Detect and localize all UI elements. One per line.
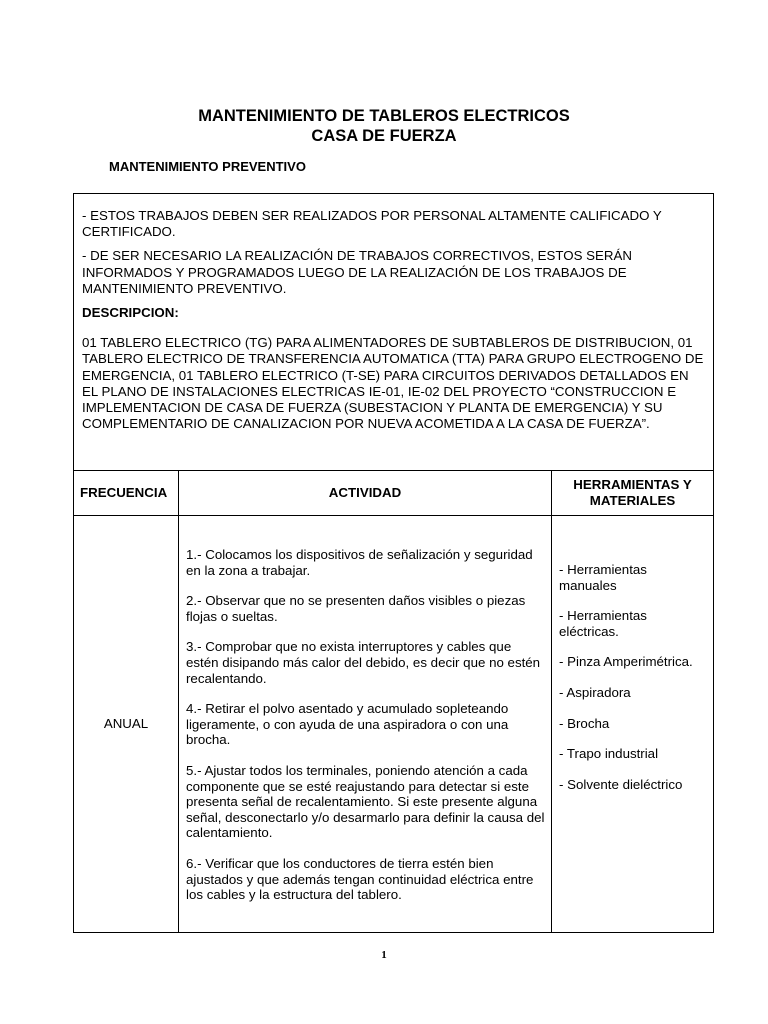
header-tools: HERRAMIENTAS Y MATERIALES — [552, 471, 714, 516]
section-heading: MANTENIMIENTO PREVENTIVO — [109, 159, 306, 174]
header-frequency: FRECUENCIA — [74, 471, 179, 516]
header-activity: ACTIVIDAD — [179, 471, 552, 516]
description-label: DESCRIPCION: — [82, 305, 179, 321]
table-row — [74, 516, 714, 933]
page-number: 1 — [381, 949, 387, 961]
tool-item: - Brocha — [559, 715, 610, 731]
table-header-row — [74, 471, 714, 516]
tool-item: - Aspiradora — [559, 684, 631, 700]
activity-item: 2.- Observar que no se presenten daños visibles o piezas flojas o sueltas. — [186, 593, 526, 624]
tool-item: - Herramientas manuales — [559, 562, 647, 593]
intro-paragraph-1: - ESTOS TRABAJOS DEBEN SER REALIZADOS POR PERSONAL ALTAMENTE CALIFICADO Y CERTIFICADO. — [82, 208, 662, 240]
activity-item: 5.- Ajustar todos los terminales, poniendo atención a cada componente que se esté reajustando para detectar si este presenta señal de recalentamiento. Si este presente alguna señal, desconectarlo y/o desarmarlo para definir la causa del calentamiento. — [186, 762, 545, 841]
tools-cell — [552, 516, 714, 933]
tool-item: - Pinza Amperimétrica. — [559, 654, 693, 670]
tool-item: - Trapo industrial — [559, 746, 659, 762]
activity-item: 1.- Colocamos los dispositivos de señalización y seguridad en la zona a trabajar. — [186, 547, 533, 578]
description-text: 01 TABLERO ELECTRICO (TG) PARA ALIMENTADORES DE SUBTABLEROS DE DISTRIBUCION, 01 TABLERO ELECTRICO DE TRANSFERENCIA AUTOMATICA (TTA) PARA GRUPO ELECTROGENO DE EMERGENCIA, 01 TABLERO ELECTRICO (T-SE) PARA CIRCUITOS DERIVADOS DETALLADOS EN EL PLANO DE INSTALACIONES ELECTRICAS IE-01, IE-02 DEL PROYECTO “CONSTRUCCION E IMPLEMENTACION DE CASA DE FUERZA (SUBESTACION Y PLANTA DE EMERGENCIA) Y SU COMPLEMENTARIO DE CANALIZACION POR NUEVA ACOMETIDA A LA CASA DE FUERZA”. — [82, 335, 704, 432]
document-subtitle: CASA DE FUERZA — [311, 127, 457, 145]
tool-item: - Solvente dieléctrico — [559, 776, 683, 792]
activity-item: 3.- Comprobar que no exista interruptores y cables que estén disipando más calor del debido, es decir que no estén recalentando. — [186, 639, 541, 686]
intro-paragraph-2: - DE SER NECESARIO LA REALIZACIÓN DE TRABAJOS CORRECTIVOS, ESTOS SERÁN INFORMADOS Y PROGRAMADOS LUEGO DE LA REALIZACIÓN DE LOS TRABAJOS DE MANTENIMIENTO PREVENTIVO. — [82, 248, 632, 296]
tool-item: - Herramientas eléctricas. — [559, 608, 647, 639]
maintenance-table — [73, 470, 714, 933]
activity-item: 4.- Retirar el polvo asentado y acumulado sopleteando ligeramente, o con ayuda de una aspiradora o con una brocha. — [186, 701, 509, 748]
document-title: MANTENIMIENTO DE TABLEROS ELECTRICOS — [198, 107, 570, 125]
intro-box — [73, 193, 714, 471]
activity-item: 6.- Verificar que los conductores de tierra estén bien ajustados y que además tengan continuidad eléctrica entre los cables y la estructura del tablero. — [186, 855, 534, 903]
frequency-cell: ANUAL — [74, 516, 179, 933]
activity-cell — [179, 516, 552, 933]
